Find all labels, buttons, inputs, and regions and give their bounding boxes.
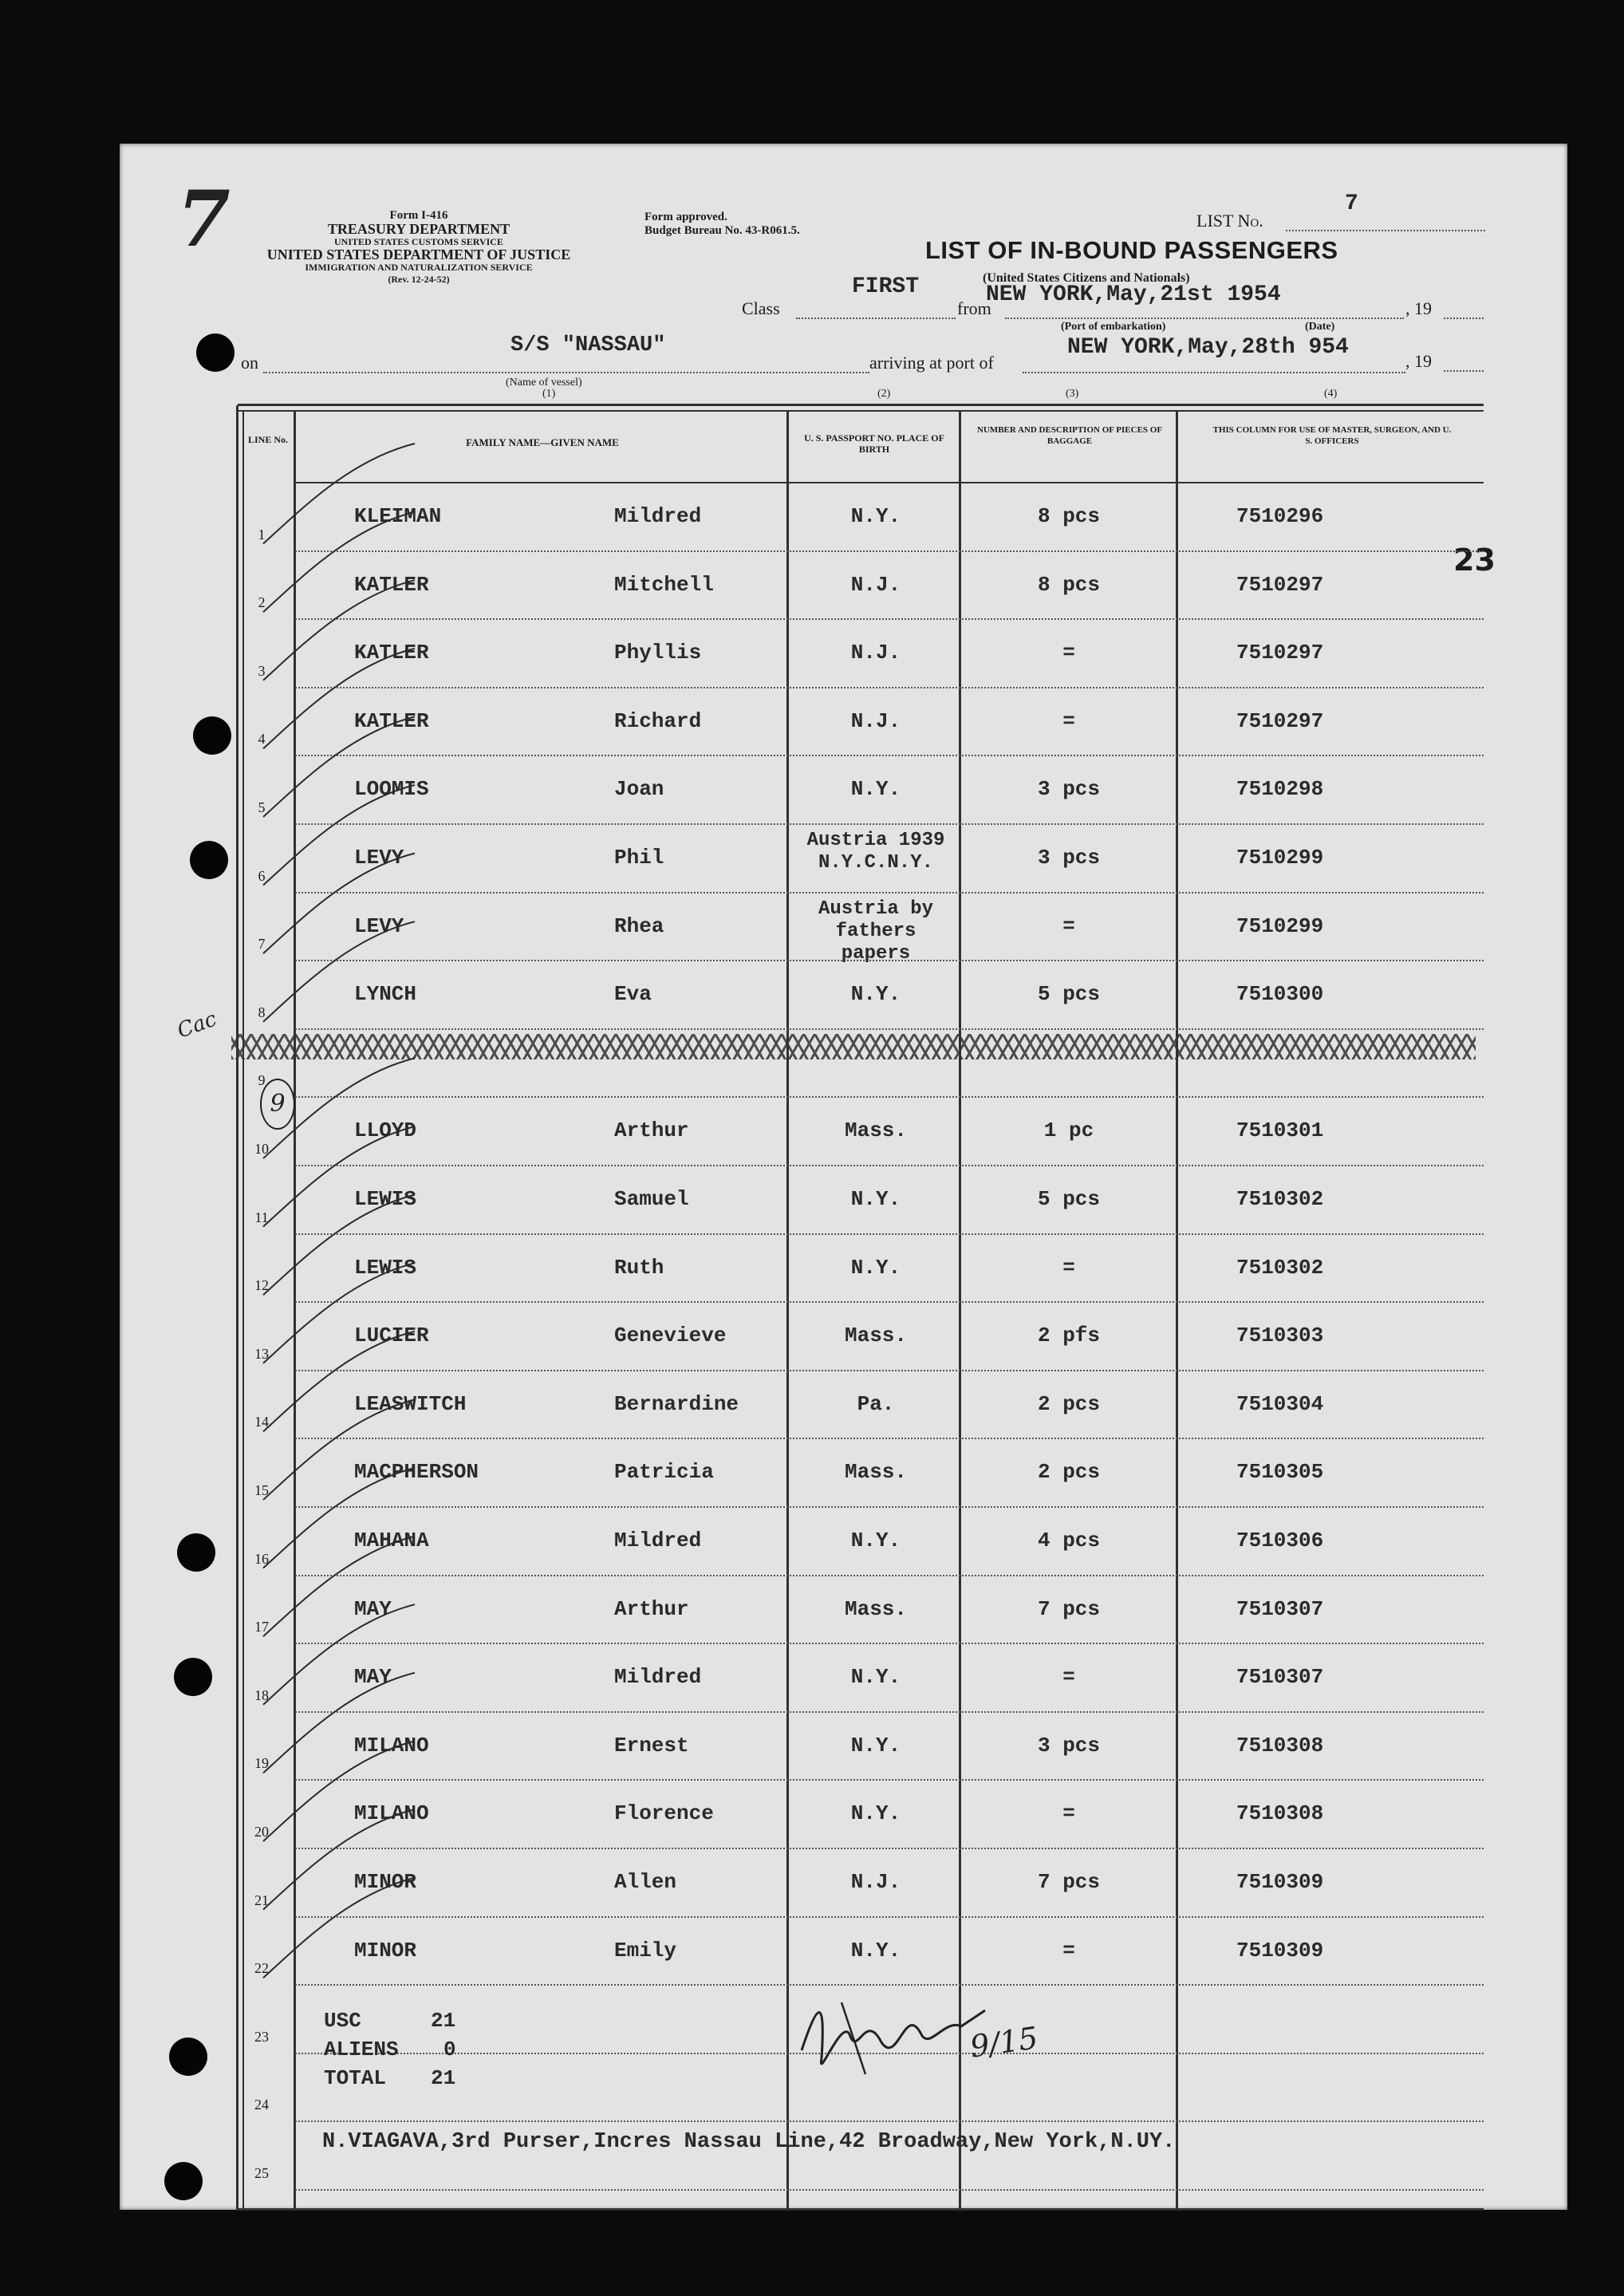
line-number: 7 (258, 936, 266, 953)
cell-given: Mitchell (614, 572, 714, 597)
margin-note: Cac (174, 1007, 220, 1043)
cell-family: LLOYD (354, 1118, 417, 1143)
line-number: 1 (258, 526, 266, 542)
cell-family: MINOR (354, 1870, 417, 1894)
year-label-arrival: , 19 (1405, 351, 1432, 371)
cell-officer: 7510304 (1236, 1391, 1324, 1416)
cell-family: KATLER (354, 708, 429, 733)
line-number: 23 (254, 2028, 269, 2045)
cell-given: Phyllis (614, 641, 702, 665)
column-header-line: LINE No. (247, 434, 288, 445)
cell-place: Mass. (844, 1460, 907, 1485)
check-mark (263, 1604, 415, 1705)
cell-given: Rhea (614, 913, 664, 938)
from-label: from (957, 298, 991, 318)
line-number: 20 (254, 1824, 269, 1840)
cell-baggage: 2 pcs (1037, 1460, 1100, 1485)
class-label: Class (742, 298, 780, 318)
cell-given: Richard (614, 708, 702, 733)
cell-place: N.Y. (850, 1801, 901, 1826)
line-number: 17 (254, 1619, 269, 1635)
line-number: 14 (254, 1414, 269, 1430)
cell-place: N.J. (850, 708, 901, 733)
column-number-4: (4) (1324, 388, 1338, 400)
cell-family: MACPHERSON (354, 1460, 479, 1485)
customs-service: UNITED STATES CUSTOMS SERVICE (334, 236, 503, 247)
line-number: 2 (258, 594, 266, 611)
check-mark (263, 649, 415, 749)
cell-officer: 7510309 (1236, 1870, 1324, 1894)
total-value: 21 (431, 2066, 456, 2090)
check-mark (263, 1399, 415, 1500)
cell-place: N.J. (850, 641, 901, 665)
line-number: 25 (254, 2165, 269, 2181)
form-number: Form I-416 (389, 209, 448, 222)
column-number-2: (2) (877, 388, 891, 400)
cell-family: KLEIMAN (354, 504, 442, 528)
line-number: 22 (254, 1960, 269, 1977)
cell-family: KATLER (354, 641, 429, 665)
cell-family: LEVY (354, 913, 404, 938)
cell-officer: 7510307 (1236, 1596, 1324, 1621)
aliens-label: ALIENS (324, 2038, 399, 2061)
check-mark (263, 1331, 415, 1432)
cell-place: N.Y. (850, 1938, 901, 1963)
cell-place: Austria by fathers papers (818, 897, 934, 965)
cell-baggage: 2 pcs (1037, 1391, 1100, 1416)
cell-given: Arthur (614, 1596, 689, 1621)
vessel-name: S/S "NASSAU" (510, 333, 666, 357)
on-label: on (241, 353, 258, 373)
cell-given: Joan (614, 777, 664, 802)
line-number: 16 (254, 1550, 269, 1567)
cell-baggage: 1 pc (1043, 1118, 1094, 1143)
line-number: 6 (258, 867, 266, 884)
cell-officer: 7510300 (1236, 982, 1324, 1007)
line-number: 5 (258, 799, 266, 815)
line-number: 21 (254, 1892, 269, 1908)
cell-family: LEVY (354, 846, 404, 870)
from-value: NEW YORK,May,21st 1954 (986, 282, 1281, 307)
cell-given: Emily (614, 1938, 677, 1963)
check-mark (263, 921, 415, 1022)
cell-officer: 7510303 (1236, 1324, 1324, 1348)
cell-given: Florence (614, 1801, 714, 1826)
check-mark (263, 1673, 415, 1773)
cell-place: N.Y. (850, 777, 901, 802)
cell-family: MILANO (354, 1733, 429, 1758)
cell-family: LEASWITCH (354, 1391, 467, 1416)
cell-officer: 7510309 (1236, 1938, 1324, 1963)
cell-baggage: = (1062, 1938, 1075, 1963)
check-mark (263, 1195, 415, 1296)
cell-family: LEWIS (354, 1255, 417, 1280)
cell-officer: 7510299 (1236, 846, 1324, 870)
vessel-caption: (Name of vessel) (506, 377, 582, 389)
cell-baggage: 3 pcs (1037, 846, 1100, 870)
cell-baggage: 7 pcs (1037, 1870, 1100, 1894)
cell-baggage: = (1062, 913, 1075, 938)
cell-officer: 7510308 (1236, 1733, 1324, 1758)
cell-place: N.J. (850, 572, 901, 597)
immigration-service: IMMIGRATION AND NATURALIZATION SERVICE (305, 262, 533, 273)
side-number: 23 (1453, 542, 1496, 578)
cell-given: Allen (614, 1870, 677, 1894)
cell-baggage: 8 pcs (1037, 572, 1100, 597)
cell-place: Pa. (857, 1391, 895, 1416)
cell-given: Genevieve (614, 1324, 727, 1348)
line-number: 13 (254, 1345, 269, 1362)
check-mark (263, 512, 415, 613)
treasury-department: TREASURY DEPARTMENT (327, 221, 510, 237)
cell-officer: 7510297 (1236, 708, 1324, 733)
check-mark (263, 716, 415, 817)
cell-given: Mildred (614, 504, 702, 528)
handwritten-mark: 7 (177, 174, 231, 264)
cell-officer: 7510302 (1236, 1255, 1324, 1280)
purser-signature-line: N.VIAGAVA,3rd Purser,Incres Nassau Line,42 Broadway,New York,N.UY. (322, 2130, 1176, 2154)
cell-given: Arthur (614, 1118, 689, 1143)
cell-place: N.Y. (850, 1733, 901, 1758)
date-caption: (Date) (1305, 321, 1335, 333)
cell-officer: 7510297 (1236, 572, 1324, 597)
cell-place: N.J. (850, 1870, 901, 1894)
line-number: 11 (254, 1209, 269, 1225)
line-number: 10 (254, 1141, 269, 1157)
cell-place: Mass. (844, 1596, 907, 1621)
cell-baggage: 3 pcs (1037, 777, 1100, 802)
cell-place: N.Y. (850, 1665, 901, 1690)
usc-label: USC (324, 2009, 361, 2033)
revision-date: (Rev. 12-24-52) (388, 274, 450, 285)
column-header-officers: THIS COLUMN FOR USE OF MASTER, SURGEON, AND U. S. OFFICERS (1212, 425, 1452, 446)
cell-officer: 7510308 (1236, 1801, 1324, 1826)
cell-baggage: 5 pcs (1037, 1187, 1100, 1211)
cell-given: Ernest (614, 1733, 689, 1758)
cell-place: N.Y. (850, 1187, 901, 1211)
cell-officer: 7510296 (1236, 504, 1324, 528)
column-header-name: FAMILY NAME—GIVEN NAME (466, 436, 619, 448)
cell-given: Mildred (614, 1665, 702, 1690)
page-title: LIST OF IN-BOUND PASSENGERS (925, 236, 1338, 264)
cell-family: LOOMIS (354, 777, 429, 802)
check-mark (263, 1537, 415, 1637)
cell-place: N.Y. (850, 504, 901, 528)
justice-department: UNITED STATES DEPARTMENT OF JUSTICE (266, 247, 571, 262)
list-no-value: 7 (1345, 191, 1358, 216)
cell-officer: 7510305 (1236, 1460, 1324, 1485)
cell-place: N.Y. (850, 1255, 901, 1280)
cell-family: MAHANA (354, 1529, 429, 1552)
cell-baggage: 5 pcs (1037, 982, 1100, 1007)
cell-family: KATLER (354, 572, 429, 597)
port-embarkation-caption: (Port of embarkation) (1061, 321, 1166, 333)
cell-family: MILANO (354, 1801, 429, 1826)
form-approved: Form approved. (644, 211, 727, 223)
line-number: 4 (258, 731, 266, 748)
line-number: 9 (258, 1072, 266, 1089)
cell-officer: 7510301 (1236, 1118, 1324, 1143)
line-number: 24 (254, 2097, 269, 2113)
column-header-passport: U. S. PASSPORT NO. PLACE OF BIRTH (804, 432, 944, 455)
check-mark (263, 1468, 415, 1568)
check-mark (263, 1741, 415, 1841)
cell-baggage: = (1062, 641, 1075, 665)
total-label: TOTAL (324, 2066, 387, 2090)
line-number: 18 (254, 1686, 269, 1703)
year-label-from: , 19 (1405, 298, 1432, 318)
cell-family: MINOR (354, 1938, 417, 1963)
cell-baggage: = (1062, 1255, 1075, 1280)
check-mark (263, 580, 415, 681)
cell-family: MAY (354, 1596, 392, 1621)
line-number: 8 (258, 1004, 266, 1020)
cell-officer: 7510298 (1236, 777, 1324, 802)
line-number: 15 (254, 1482, 269, 1498)
cell-family: LEWIS (354, 1187, 417, 1211)
cell-given: Mildred (614, 1529, 702, 1552)
cell-given: Eva (614, 982, 652, 1007)
cell-baggage: 7 pcs (1037, 1596, 1100, 1621)
title-subtitle: (United States Citizens and Nationals) (983, 271, 1190, 285)
check-mark (263, 1809, 415, 1910)
cell-family: LYNCH (354, 982, 417, 1007)
check-mark (263, 1058, 415, 1158)
list-no-label: LIST No. (1196, 211, 1263, 231)
cell-place: Mass. (844, 1324, 907, 1348)
cell-baggage: 8 pcs (1037, 504, 1100, 528)
handwritten-initials: 9/15 (968, 2020, 1040, 2065)
cell-baggage: 2 pfs (1037, 1324, 1100, 1348)
cell-baggage: = (1062, 708, 1075, 733)
check-mark (263, 1878, 415, 1978)
cell-officer: 7510299 (1236, 913, 1324, 938)
cell-place: N.Y. (850, 982, 901, 1007)
cell-given: Bernardine (614, 1391, 739, 1416)
usc-value: 21 (431, 2009, 456, 2033)
line-number: 3 (258, 662, 266, 679)
check-mark (263, 854, 415, 954)
cell-family: MAY (354, 1665, 392, 1690)
cell-officer: 7510306 (1236, 1529, 1324, 1552)
cell-place: N.Y. (850, 1529, 901, 1552)
cell-place: Mass. (844, 1118, 907, 1143)
check-mark (263, 1126, 415, 1227)
column-header-baggage: NUMBER AND DESCRIPTION OF PIECES OF BAGGAGE (976, 425, 1163, 446)
column-number-3: (3) (1066, 388, 1079, 400)
cell-given: Ruth (614, 1255, 664, 1280)
cell-baggage: = (1062, 1801, 1075, 1826)
cell-given: Phil (614, 846, 664, 870)
circled-line-number: 9 (260, 1079, 295, 1130)
cell-given: Patricia (614, 1460, 714, 1485)
line-number: 19 (254, 1755, 269, 1772)
cell-officer: 7510302 (1236, 1187, 1324, 1211)
class-value: FIRST (852, 274, 920, 299)
arriving-label: arriving at port of (869, 353, 994, 373)
cell-baggage: 4 pcs (1037, 1529, 1100, 1552)
arriving-value: NEW YORK,May,28th 954 (1067, 335, 1349, 360)
check-mark (263, 444, 415, 544)
check-mark (263, 1263, 415, 1363)
budget-bureau: Budget Bureau No. 43-R061.5. (644, 224, 800, 237)
cell-baggage: = (1062, 1665, 1075, 1690)
cell-place: Austria 1939 N.Y.C.N.Y. (806, 830, 945, 874)
column-number-1: (1) (542, 388, 556, 400)
cell-given: Samuel (614, 1187, 689, 1211)
cell-baggage: 3 pcs (1037, 1733, 1100, 1758)
cell-family: LUCIER (354, 1324, 429, 1348)
check-mark (263, 785, 415, 886)
cell-officer: 7510297 (1236, 641, 1324, 665)
aliens-value: 0 (443, 2038, 456, 2061)
cell-officer: 7510307 (1236, 1665, 1324, 1690)
line-number: 12 (254, 1277, 269, 1294)
